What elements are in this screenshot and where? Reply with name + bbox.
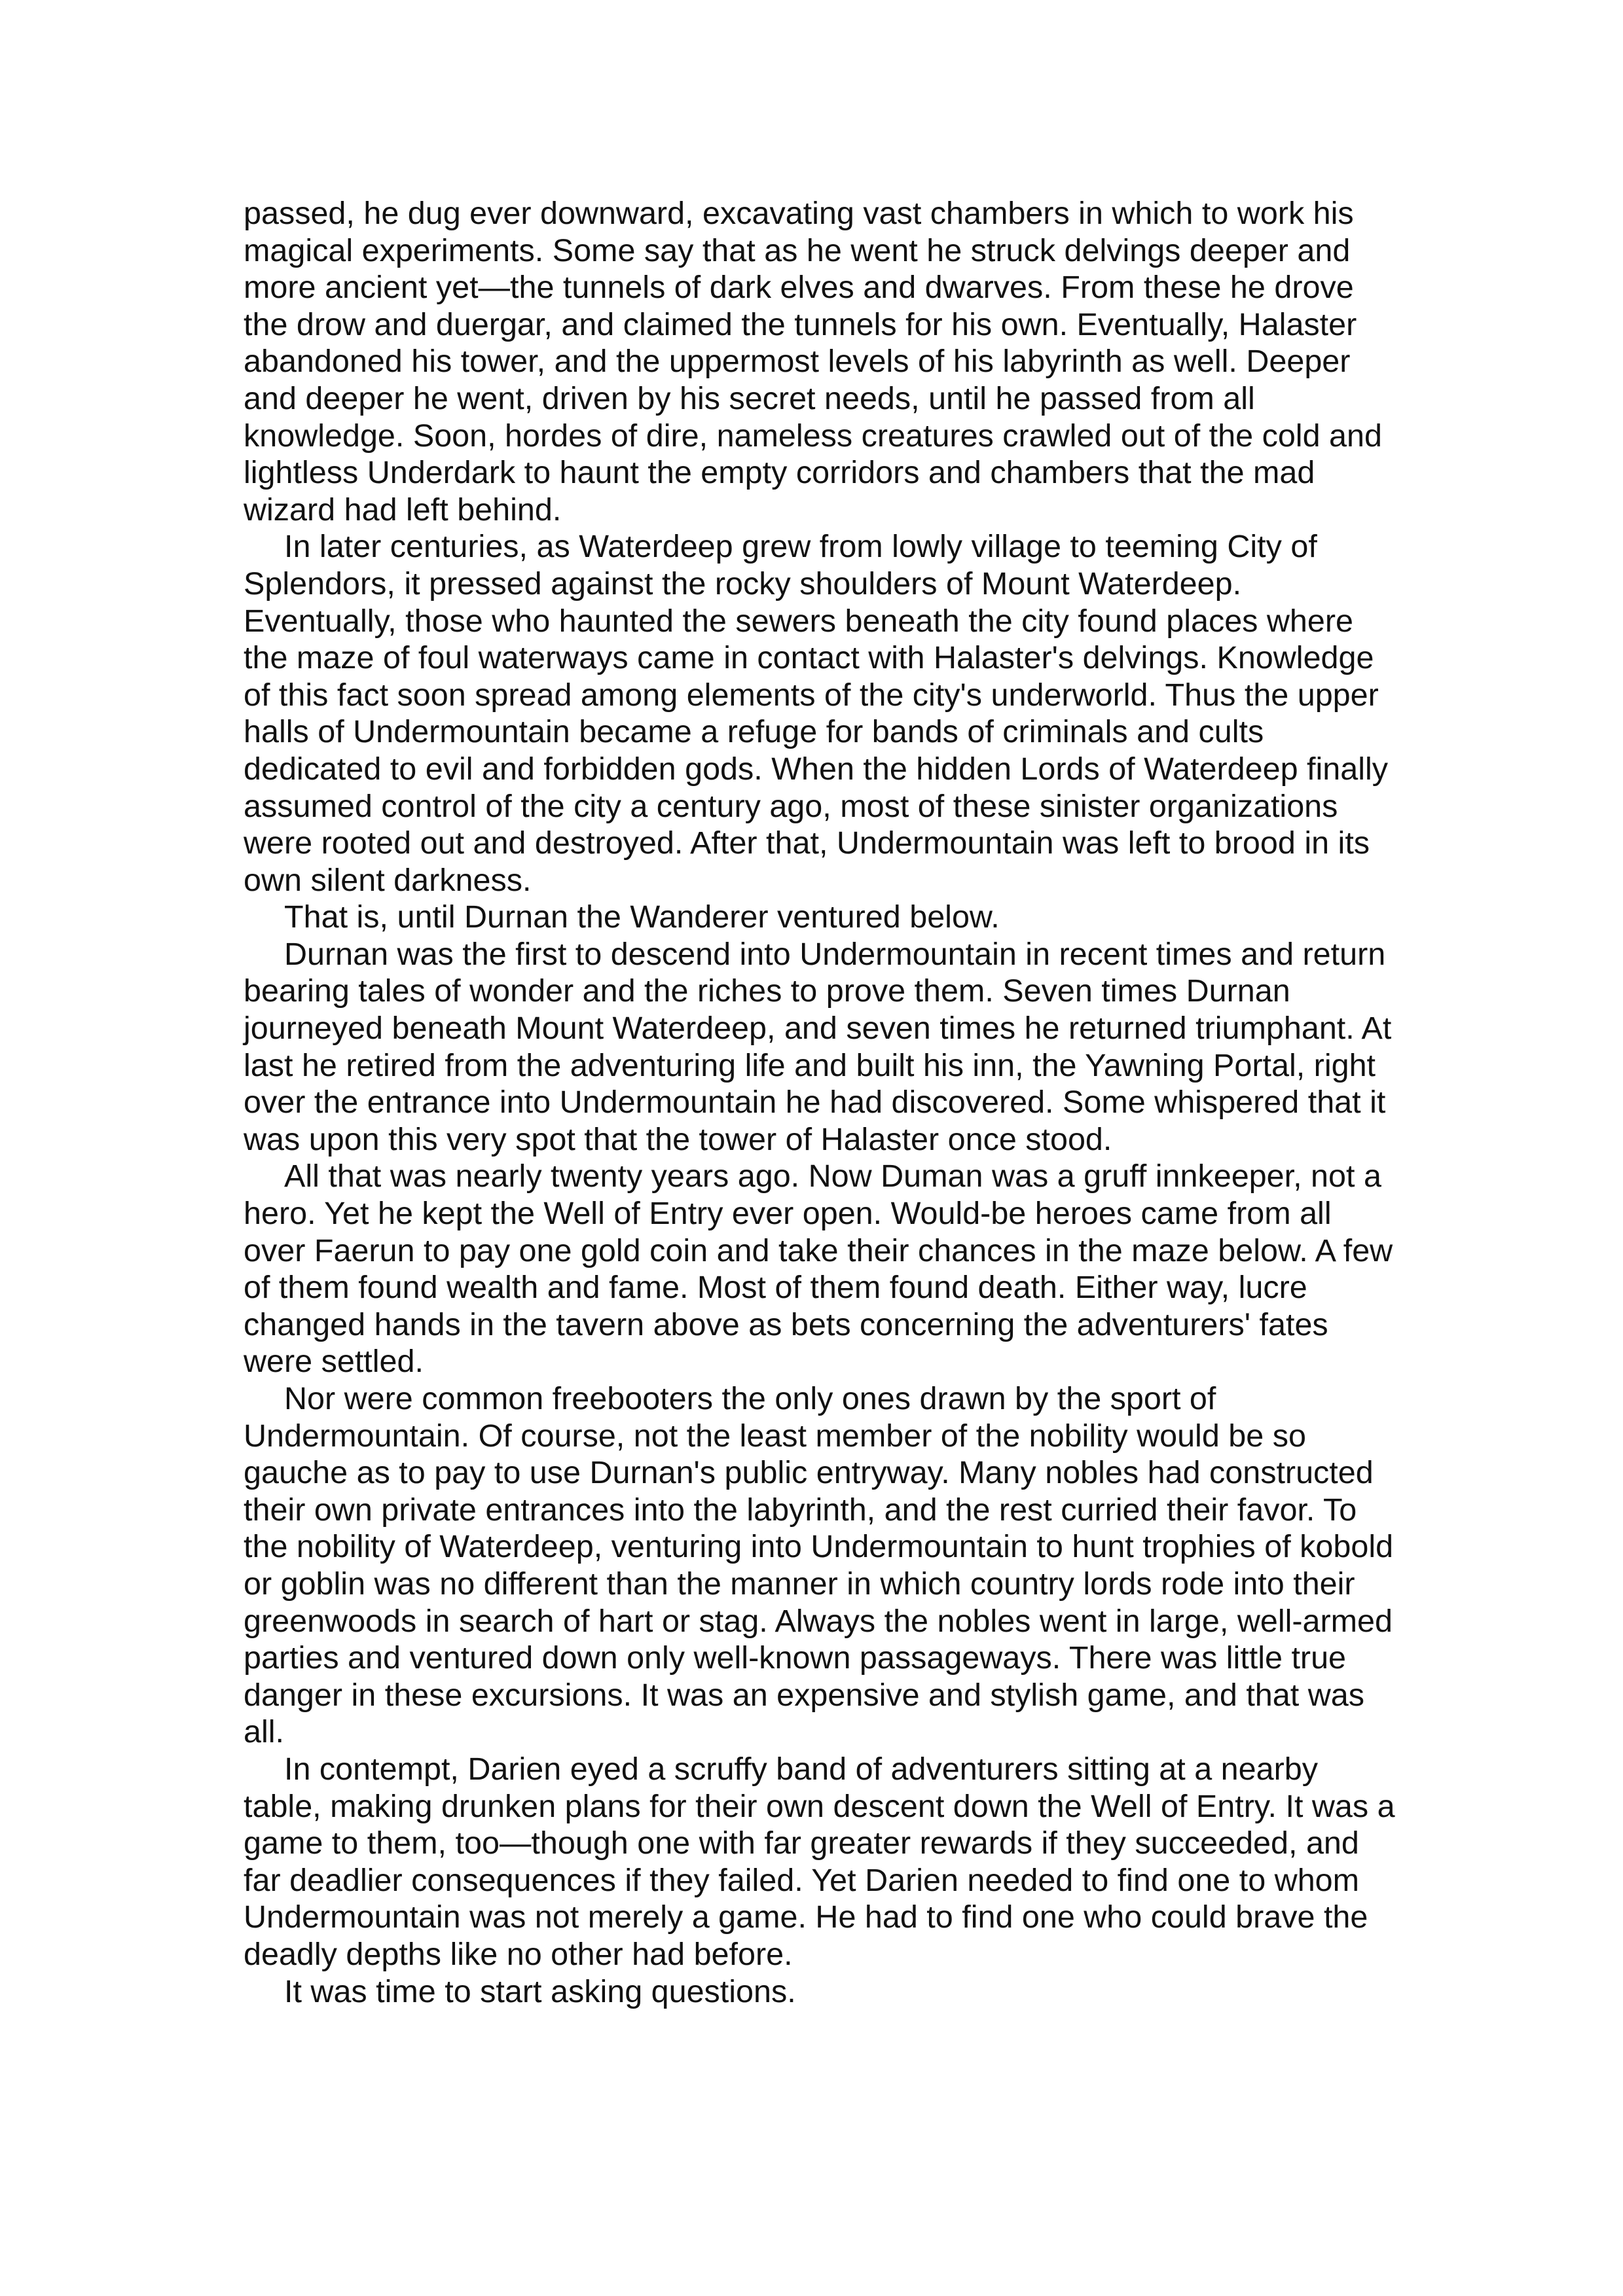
paragraph-5: All that was nearly twenty years ago. Now Duman was a gruff innkeeper, not a hero. Yet he kept the Well of Entry ever open. Would-be heroes came from all over Faerun to pay one gold coin and take their chances in the maze below. A few of them found wealth and fame. Most of them found death. Either way, lucre changed hands in the tavern above as bets concerning the adventurers' fates were settled. [244,1158,1393,1380]
body-text [244,195,1396,2010]
paragraph-7: In contempt, Darien eyed a scruffy band of adventurers sitting at a nearby table, making drunken plans for their own descent down the Well of Entry. It was a game to them, too—though one with far greater rewards if they succeeded, and far deadlier consequences if they failed. Yet Darien needed to find one to whom Undermountain was not merely a game. He had to find one who could brave the deadly depths like no other had before. [244,1751,1395,1972]
paragraph-4: Durnan was the first to descend into Undermountain in recent times and return bearing tales of wonder and the riches to prove them. Seven times Durnan journeyed beneath Mount Waterdeep, and seven times he returned triumphant. At last he retired from the adventuring life and built his inn, the Yawning Portal, right over the entrance into Undermountain he had discovered. Some whispered that it was upon this very spot that the tower of Halaster once stood. [244,936,1392,1157]
paragraph-2: In later centuries, as Waterdeep grew from lowly village to teeming City of Splendors, it pressed against the rocky shoulders of Mount Waterdeep. Eventually, those who haunted the sewers beneath the city found places where the maze of foul waterways came in contact with Halaster's delvings. Knowledge of this fact soon spread among elements of the city's underworld. Thus the upper halls of Undermountain became a refuge for bands of criminals and cults dedicated to evil and forbidden gods. When the hidden Lords of Waterdeep finally assumed control of the city a century ago, most of these sinister organizations were rooted out and destroyed. After that, Undermountain was left to brood in its own silent darkness. [244,529,1389,898]
paragraph-3: That is, until Durnan the Wanderer ventured below. [284,899,1000,935]
paragraph-1: passed, he dug ever downward, excavating vast chambers in which to work his magical experiments. Some say that as he went he struck delvings deeper and more ancient yet—the tunnels of dark elves and dwarves. From these he drove the drow and duergar, and claimed the tunnels for his own. Eventually, Halaster abandoned his tower, and the uppermost levels of his labyrinth as well. Deeper and deeper he went, driven by his secret needs, until he passed from all knowledge. Soon, hordes of dire, nameless creatures crawled out of the cold and lightless Underdark to haunt the empty corridors and chambers that the mad wizard had left behind. [244,196,1382,528]
paragraph-8: It was time to start asking questions. [284,1973,796,2009]
paragraph-6: Nor were common freebooters the only ones drawn by the sport of Undermountain. Of course, not the least member of the nobility would be so gauche as to pay to use Durnan's public entryway. Many nobles had constructed their own private entrances into the labyrinth, and the rest curried their favor. To the nobility of Waterdeep, venturing into Undermountain to hunt trophies of kobold or goblin was no different than the manner in which country lords rode into their greenwoods in search of hart or stag. Always the nobles went in large, well-armed parties and ventured down only well-known passageways. There was little true danger in these excursions. It was an expensive and stylish game, and that was all. [244,1381,1394,1750]
